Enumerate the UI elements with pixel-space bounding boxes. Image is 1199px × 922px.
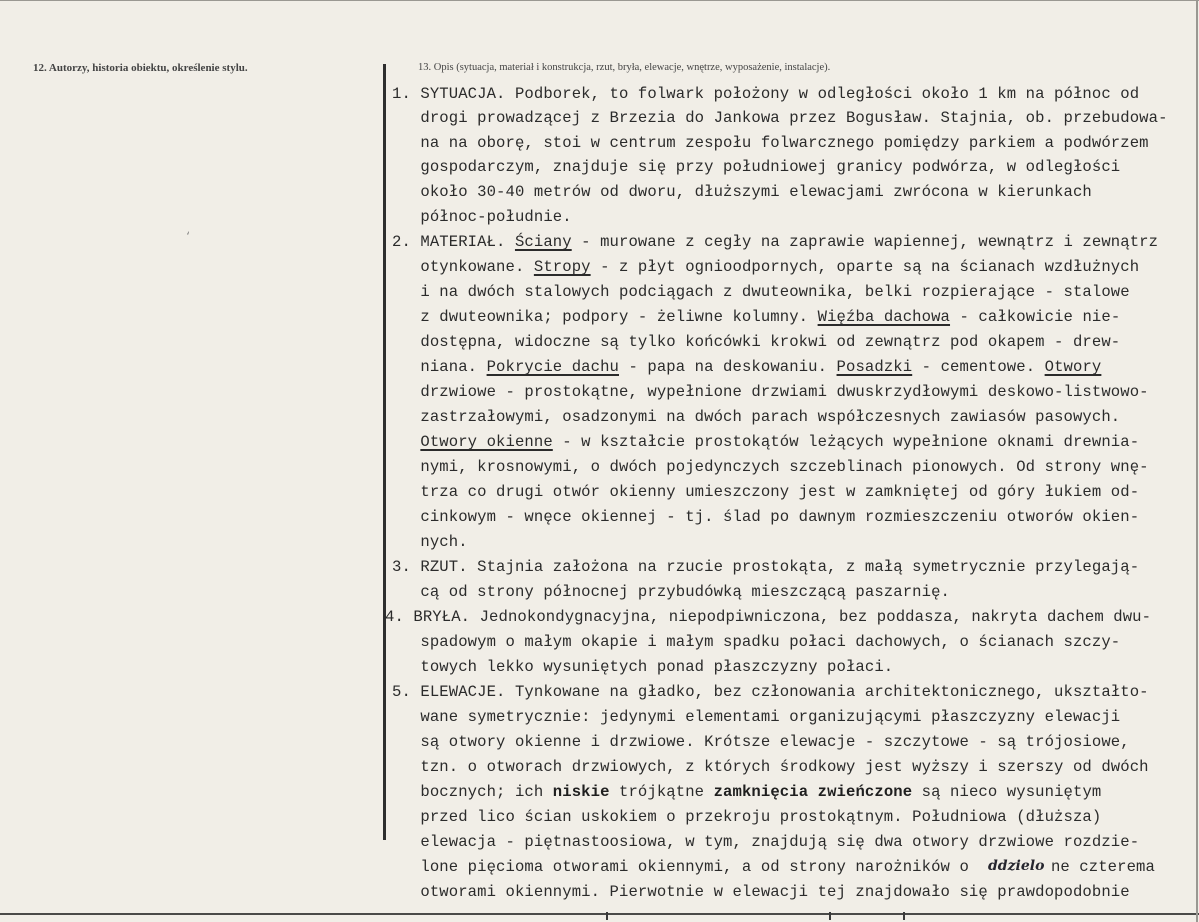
handwritten-annotation: ddzielo <box>988 858 1045 874</box>
text-line: trza co drugi otwór okienny umieszczony jest w zamkniętej od góry łukiem od- <box>392 483 1140 501</box>
text-line: na na oborę, stoi w centrum zespołu folwarcznego pomiędzy parkiem a podwórzem <box>392 134 1149 152</box>
page-top-border <box>0 0 1199 1</box>
text-line: otworami okiennymi. Pierwotnie w elewacji tej znajdowało się prawdopodobnie <box>392 883 1130 901</box>
page-right-border <box>1196 0 1198 922</box>
text-line-rest: są nieco wysuniętym <box>912 783 1102 801</box>
heading-stropy: Stropy <box>533 258 591 276</box>
page-bottom-border <box>0 913 1199 915</box>
heading-wiezba: Więźba dachowa <box>817 308 951 326</box>
text-line <box>392 233 1158 251</box>
text-line: około 30-40 metrów od dworu, dłuższymi elewacjami zwrócona w kierunkach <box>392 183 1092 201</box>
text-line: nych. <box>392 533 468 551</box>
column-divider <box>383 64 386 840</box>
inserted-word-niskie: niskie <box>552 783 610 801</box>
text-line: towych lekko wysuniętych ponad płaszczyzny połaci. <box>392 658 894 676</box>
inserted-phrase-zamkniecia: zamknięcia zwieńczone <box>713 783 913 801</box>
text-line-mid: - papa na deskowaniu. <box>619 358 837 376</box>
text-line-rest: - całkowicie nie- <box>950 308 1121 326</box>
field-13-label: 13. Opis (sytuacja, materiał i konstrukcja, rzut, bryła, elewacje, wnętrze, wyposażenie, instalacje). <box>418 62 831 73</box>
heading-pokrycie: Pokrycie dachu <box>486 358 619 376</box>
text-line-rest: - w kształcie prostokątów leżących wypełnione oknami drewnia- <box>552 433 1140 451</box>
text-line: 1. SYTUACJA. Podborek, to folwark położony w odległości około 1 km na północ od <box>392 85 1140 103</box>
bottom-tick-2 <box>829 912 831 920</box>
text-line: drogi prowadzącej z Brzezia do Jankowa przez Bogusław. Stajnia, ob. przebudowa- <box>392 109 1168 127</box>
text-line-start <box>392 433 420 451</box>
text-line-mid: - cementowe. <box>912 358 1045 376</box>
text-line-start: 2. MATERIAŁ. <box>392 233 515 251</box>
text-line: 4. BRYŁA. Jednokondygnacyjna, niepodpiwniczona, bez poddasza, nakryta dachem dwu- <box>385 608 1152 626</box>
text-line: i na dwóch stalowych podciągach z dwuteownika, belki rozpierające - stalowe <box>392 283 1130 301</box>
text-line: dostępna, widoczne są tylko końcówki krokwi od zewnątrz pod okapem - drew- <box>392 333 1121 351</box>
text-line-start: otynkowane. <box>392 258 534 276</box>
text-line: przed lico ścian uskokiem o przekroju prostokątnym. Południowa (dłuższa) <box>392 808 1102 826</box>
heading-otwory: Otwory <box>1044 358 1102 376</box>
text-line <box>392 258 1139 276</box>
text-line <box>392 433 1139 451</box>
text-line: zastrzałowymi, osadzonymi na dwóch parach współczesnych zawiasów pasowych. <box>392 408 1121 426</box>
text-line: spadowym o małym okapie i małym spadku połaci dachowych, o ścianach szczy- <box>392 633 1121 651</box>
text-line <box>392 308 1120 326</box>
text-line-start: lone pięcioma otworami okiennymi, a od strony narożników o <box>392 858 969 876</box>
text-line-start: z dwuteownika; podpory - żeliwne kolumny. <box>392 308 818 326</box>
text-line <box>392 358 1101 376</box>
text-line: północ-południe. <box>392 208 572 226</box>
heading-otwory-okienne: Otwory okienne <box>420 433 553 451</box>
text-line: cinkowym - wnęce okiennej - tj. ślad po dawnym rozmieszczeniu otworów okien- <box>392 508 1140 526</box>
text-line-rest: - murowane z cegły na zaprawie wapiennej, wewnątrz i zewnątrz <box>571 233 1159 251</box>
bottom-tick-1 <box>606 912 608 920</box>
text-line: cą od strony północnej przybudówką mieszczącą paszarnię. <box>392 583 951 601</box>
text-line: wane symetrycznie: jedynymi elementami organizującymi płaszczyzny elewacji <box>392 708 1121 726</box>
text-line-rest: - z płyt ognioodpornych, oparte są na ścianach wzdłużnych <box>590 258 1140 276</box>
text-line: 3. RZUT. Stajnia założona na rzucie prostokąta, z małą symetrycznie przylegają- <box>392 558 1140 576</box>
margin-mark: ‘ <box>185 232 192 243</box>
text-line: tzn. o otworach drzwiowych, z których środkowy jest wyższy i szerszy od dwóch <box>392 758 1149 776</box>
field-12-label: 12. Autorzy, historia obiektu, określenie stylu. <box>33 62 248 74</box>
text-line-start: niana. <box>392 358 487 376</box>
text-line: są otwory okienne i drzwiowe. Krótsze elewacje - szczytowe - są trójosiowe, <box>392 733 1130 751</box>
text-line <box>392 783 1101 801</box>
text-line-start: bocznych; ich <box>392 783 553 801</box>
bottom-tick-3 <box>903 912 905 920</box>
text-line: elewacja - piętnastoosiowa, w tym, znajdują się dwa otwory drzwiowe rozdzie- <box>392 833 1140 851</box>
text-line: nymi, krosnowymi, o dwóch pojedynczych szczeblinach pionowych. Od strony wnę- <box>392 458 1149 476</box>
heading-posadzki: Posadzki <box>836 358 913 376</box>
text-line-rest: ne czterema <box>1050 858 1155 876</box>
heading-sciany: Ściany <box>514 233 572 251</box>
text-line: 5. ELEWACJE. Tynkowane na gładko, bez członowania architektonicznego, ukształto- <box>392 683 1149 701</box>
text-line-mid: trójkątne <box>609 783 714 801</box>
text-line: drzwiowe - prostokątne, wypełnione drzwiami dwuskrzydłowymi deskowo-listwowo- <box>392 383 1149 401</box>
text-line: gospodarczym, znajduje się przy południowej granicy podwórza, w odległości <box>392 158 1121 176</box>
